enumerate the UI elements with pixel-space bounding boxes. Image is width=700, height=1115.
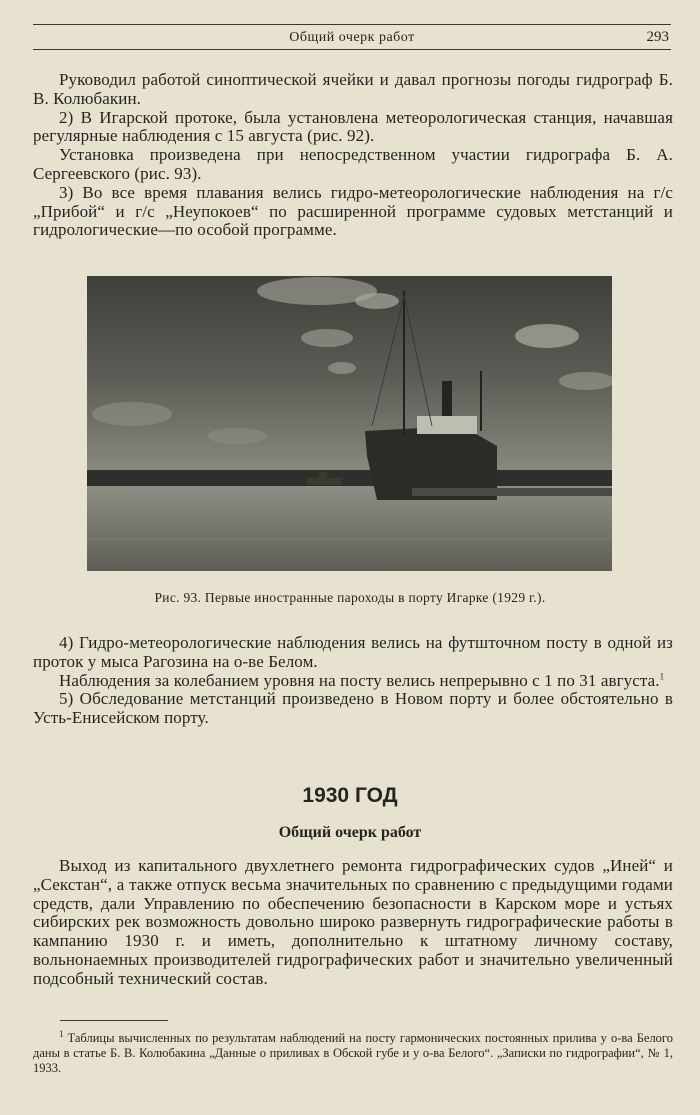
text-block-top: [33, 71, 673, 240]
running-header: [33, 24, 671, 50]
paragraph: Руководил работой синоптической ячейки и давал прогнозы погоды гидрограф Б. В. Колюбакин.: [33, 70, 673, 108]
paragraph: Установка произведена при непосредственном участии гидрографа Б. А. Сергеевского (рис. 93).: [33, 145, 673, 183]
text-block-middle: [33, 634, 673, 728]
paragraph: 3) Во все время плавания велись гидро-метеорологические наблюдения на г/с „Прибой“ и г/с „Неупокоев“ по расширенной программе судовых метстанций и гидрологические—по особой программе.: [33, 182, 673, 240]
paragraph: 2) В Игарской протоке, была установлена метеорологическая станция, начавшая регулярные наблюдения с 15 августа (рис. 92).: [33, 107, 673, 146]
running-title: Общий очерк работ: [289, 30, 415, 45]
section-subheading: Общий очерк работ: [278, 824, 422, 841]
figure-photo-steamships: [87, 276, 612, 571]
footnote-marker[interactable]: 1: [659, 670, 665, 681]
figure-caption: Рис. 93. Первые иностранные пароходы в порту Игарке (1929 г.).: [154, 590, 546, 605]
footnote-divider: [60, 1020, 168, 1021]
paragraph: 4) Гидро-метеорологические наблюдения велись на футшточном посту в одной из проток у мыса Рагозина на о-ве Белом.: [33, 633, 673, 671]
footnote-number: 1: [59, 1028, 64, 1039]
paragraph: 5) Обследование метстанций произведено в Новом порту и более обстоятельно в Усть-Енисейском порту.: [33, 689, 673, 728]
page-number: 293: [646, 29, 669, 45]
section-year-heading: 1930 ГОД: [302, 784, 398, 807]
paragraph: Выход из капитального двухлетнего ремонта гидрографических судов „Иней“ и „Секстан“, а также отпуск весьма значительных по сравнению с предыдущими годами средств, дали Управлению по обеспечению безопасности в Карском море и устьях сибирских рек возможность довольно широко развернуть гидрографические работы в кампанию 1930 г. и иметь, дополнительно к штатному личному составу, вольнонаемных производителей гидрографических работ и значительно увеличенный подсобный технический состав.: [33, 856, 673, 988]
paragraph: [33, 672, 673, 691]
photo-illustration: [87, 276, 612, 571]
footnote-text: Таблицы вычисленных по результатам наблюдений на посту гармонических постоянных прилива у о-ва Белого даны в статье Б. В. Колюбакина „Данные о приливах в Обской губе и у о-ва Белого“. „Записки по гидрографии“, № 1, 1933.: [33, 1031, 673, 1075]
paragraph-text: Наблюдения за колебанием уровня на посту велись непрерывно с 1 по 31 августа.: [59, 670, 660, 690]
footnote: [33, 1028, 673, 1076]
text-block-section: [33, 857, 673, 989]
